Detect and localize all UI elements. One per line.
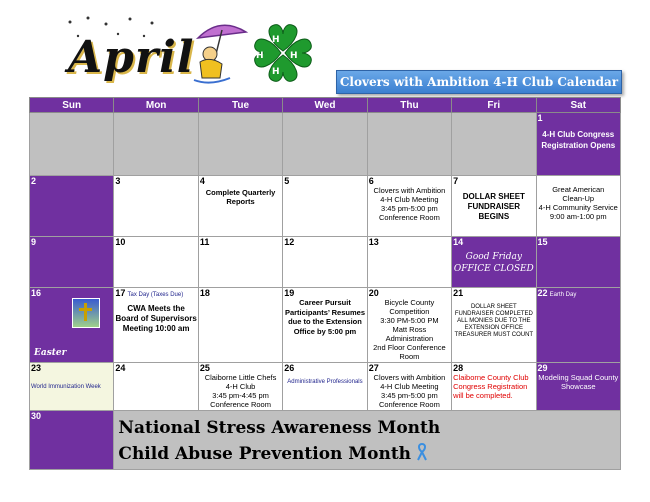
event-line: Matt Ross Administration <box>385 325 434 343</box>
day-number: 28 <box>453 363 464 373</box>
day-cell-1 <box>536 113 620 176</box>
day-number: 9 <box>31 237 37 247</box>
awareness-months-banner <box>114 411 621 470</box>
event-line: 4-H Club <box>225 382 256 391</box>
svg-text:H: H <box>272 35 280 45</box>
event-line: Claiborne Little Chefs <box>204 373 277 382</box>
day-cell-9 <box>30 237 114 288</box>
event-club-congress-registration: Claiborne County Club Congress Registration will be completed. <box>453 373 529 400</box>
event-line: Bicycle County <box>384 298 435 307</box>
svg-text:H: H <box>290 51 298 61</box>
day-cell-27 <box>367 363 451 411</box>
weekday-sun: Sun <box>30 98 114 113</box>
event-immunization-week: World Immunization Week <box>31 384 101 390</box>
event-line: Room <box>399 352 420 361</box>
day-number: 25 <box>199 363 210 373</box>
weekday-fri: Fri <box>452 98 536 113</box>
day-cell-5 <box>283 176 367 237</box>
week-row-3 <box>30 237 621 288</box>
day-number: 23 <box>31 363 42 373</box>
day-cell-10 <box>114 237 198 288</box>
empty-day-cell <box>452 113 536 176</box>
day-number: 24 <box>115 363 126 373</box>
day-number: 27 <box>368 363 379 373</box>
day-cell-7 <box>452 176 536 237</box>
event-line: Clean-Up <box>562 194 595 203</box>
day-cell-24 <box>114 363 198 411</box>
day-number: 21 <box>453 288 464 298</box>
event-line: 3:30 PM-5:00 PM <box>380 316 439 325</box>
awareness-ribbon-icon <box>417 443 427 461</box>
day-cell-17 <box>114 288 198 363</box>
empty-day-cell <box>367 113 451 176</box>
day-cell-15 <box>536 237 620 288</box>
day-number: 18 <box>199 288 210 298</box>
day-number: 20 <box>368 288 379 298</box>
event-club-congress: 4-H Club Congress Registration Opens <box>541 130 616 150</box>
empty-day-cell <box>198 113 282 176</box>
week-row-4 <box>30 288 621 363</box>
event-line: 4-H Club Meeting <box>380 195 439 204</box>
day-cell-2 <box>30 176 114 237</box>
week-row-2 <box>30 176 621 237</box>
day-number: 3 <box>115 176 121 186</box>
event-line: 3:45 pm-5:00 pm <box>381 391 438 400</box>
empty-day-cell <box>30 113 114 176</box>
day-cell-29 <box>536 363 620 411</box>
day-number: 10 <box>115 237 126 247</box>
weekday-thu: Thu <box>367 98 451 113</box>
empty-day-cell <box>114 113 198 176</box>
day-number: 14 <box>453 237 464 247</box>
week-row-5 <box>30 363 621 411</box>
day-number: 16 <box>31 288 42 298</box>
day-number: 2 <box>31 176 37 186</box>
event-cwa-board-meeting: CWA Meets the Board of Supervisors Meeting 10:00 am <box>115 304 197 333</box>
event-line: 3:45 pm-4:45 pm <box>212 391 269 400</box>
event-line: 4-H Community Service <box>538 203 618 212</box>
event-line: Clovers with Ambition <box>373 186 446 195</box>
event-modeling-showcase: Modeling Squad County Showcase <box>538 373 619 391</box>
day-number: 15 <box>537 237 548 247</box>
child-abuse-prevention-month: Child Abuse Prevention Month <box>118 444 412 464</box>
day-number: 17 <box>115 288 126 298</box>
event-tax-day: Tax Day (Taxes Due) <box>127 292 184 298</box>
day-number: 11 <box>199 237 210 247</box>
event-line: Great American <box>552 185 605 194</box>
day-cell-16 <box>30 288 114 363</box>
day-number: 22 <box>537 288 548 298</box>
weekday-mon: Mon <box>114 98 198 113</box>
event-career-pursuit: Career Pursuit Participants’ Resumes due to the Extension Office by 5:00 pm <box>284 298 365 336</box>
event-line: Conference Room <box>210 400 271 409</box>
month-word: April <box>68 32 195 83</box>
day-number: 4 <box>199 176 205 186</box>
day-cell-14 <box>452 237 536 288</box>
event-easter: Easter <box>34 348 67 358</box>
stress-awareness-month: National Stress Awareness Month <box>118 418 441 438</box>
day-cell-20 <box>367 288 451 363</box>
event-dollar-sheet-begins: DOLLAR SHEET FUNDRAISER BEGINS <box>462 192 525 221</box>
day-cell-25 <box>198 363 282 411</box>
day-number: 19 <box>284 288 295 298</box>
week-row-1 <box>30 113 621 176</box>
weekday-tue: Tue <box>198 98 282 113</box>
calendar-title: Clovers with Ambition 4-H Club Calendar <box>336 70 622 94</box>
child-abuse-prevention-line <box>118 441 620 467</box>
event-line: Conference Room <box>378 400 440 409</box>
day-cell-12 <box>283 237 367 288</box>
event-line: 3:45 pm-5:00 pm <box>381 204 438 213</box>
day-cell-19 <box>283 288 367 363</box>
day-cell-11 <box>198 237 282 288</box>
day-cell-6 <box>367 176 451 237</box>
day-number: 7 <box>453 176 459 186</box>
day-cell-26 <box>283 363 367 411</box>
april-logo <box>60 14 320 96</box>
event-good-friday: Good Friday <box>465 252 522 262</box>
day-cell-21 <box>452 288 536 363</box>
calendar-header <box>0 0 650 100</box>
event-line: Competition <box>389 307 430 316</box>
easter-cross-picture <box>72 298 100 328</box>
cross-icon <box>84 303 87 321</box>
day-number: 5 <box>284 176 290 186</box>
day-cell-18 <box>198 288 282 363</box>
event-earth-day: Earth Day <box>549 292 577 298</box>
day-number: 29 <box>537 363 548 373</box>
day-cell-30 <box>30 411 114 470</box>
day-cell-8 <box>536 176 620 237</box>
event-admin-professionals: Administrative Professionals <box>287 379 363 385</box>
clover-icon <box>250 20 316 86</box>
day-cell-13 <box>367 237 451 288</box>
weekday-wed: Wed <box>283 98 367 113</box>
event-line: 9:00 am-1:00 pm <box>549 212 607 221</box>
day-cell-3 <box>114 176 198 237</box>
event-office-closed: OFFICE CLOSED <box>453 264 534 274</box>
day-number: 26 <box>284 363 295 373</box>
day-cell-22 <box>536 288 620 363</box>
day-cell-4 <box>198 176 282 237</box>
umbrella-character-icon <box>180 16 250 86</box>
weekday-sat: Sat <box>536 98 620 113</box>
event-line: 2nd Floor Conference <box>373 343 446 352</box>
calendar-grid <box>29 97 621 470</box>
event-line: Conference Room <box>378 213 440 222</box>
day-number: 12 <box>284 237 295 247</box>
event-dollar-sheet-completed: DOLLAR SHEET FUNDRAISER COMPLETED ALL MONIES DUE TO THE EXTENSION OFFICE TREASURER MUST COUNT <box>454 304 534 338</box>
day-number: 6 <box>368 176 374 186</box>
svg-text:H: H <box>272 67 280 77</box>
day-number: 1 <box>537 113 543 123</box>
day-number: 13 <box>368 237 379 247</box>
event-line: Clovers with Ambition <box>373 373 446 382</box>
svg-text:H: H <box>256 51 264 61</box>
event-line: 4-H Club Meeting <box>380 382 439 391</box>
empty-day-cell <box>283 113 367 176</box>
day-cell-28 <box>452 363 536 411</box>
event-quarterly-reports: Complete Quarterly Reports <box>205 188 276 206</box>
weekday-header-row <box>30 98 621 113</box>
day-cell-23 <box>30 363 114 411</box>
day-number: 30 <box>31 411 42 421</box>
week-row-6 <box>30 411 621 470</box>
